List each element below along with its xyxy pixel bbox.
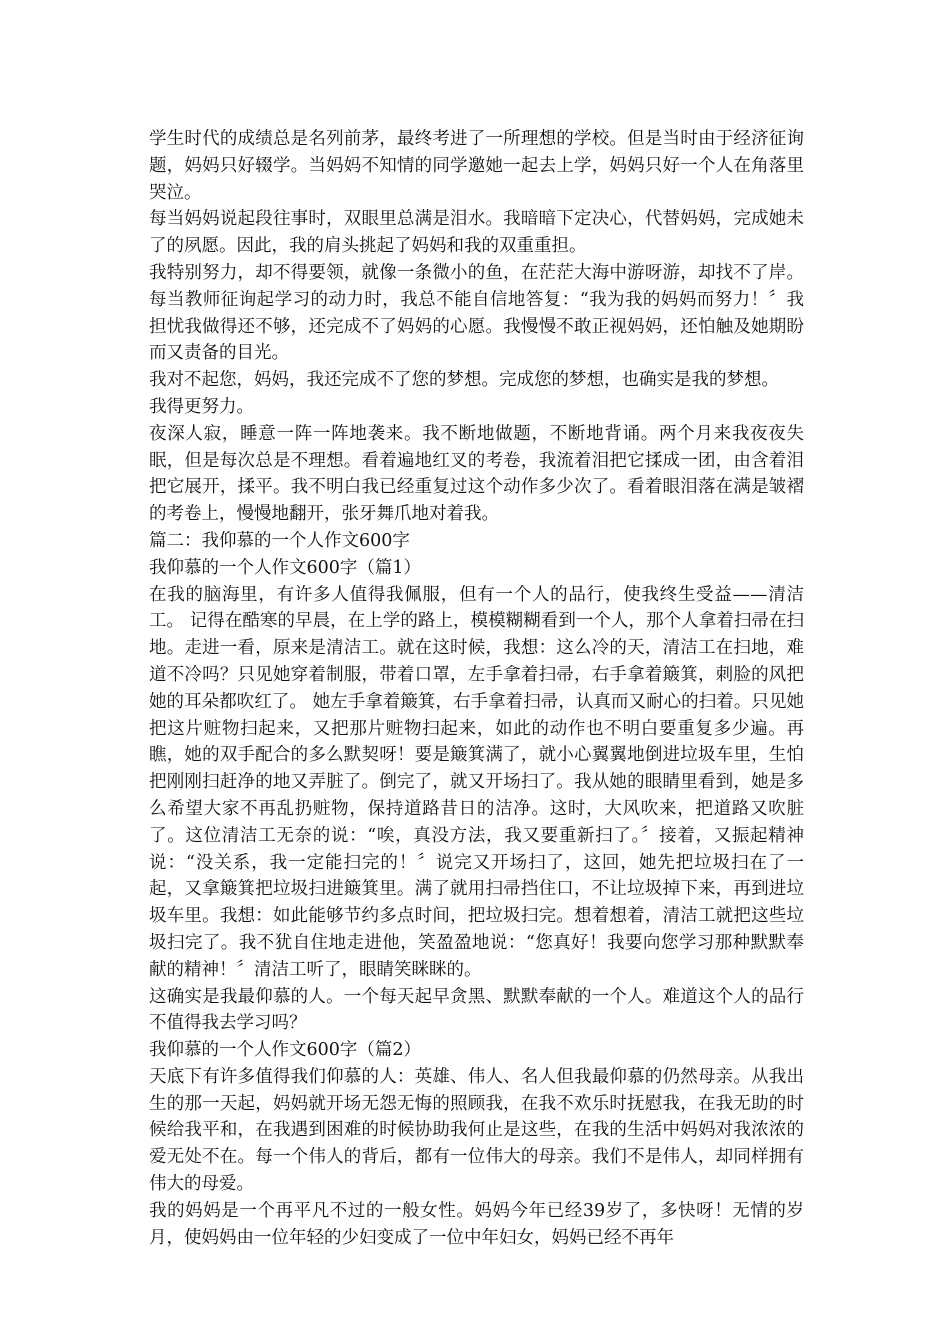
paragraph-5: 我得更努力。 — [149, 396, 254, 417]
document-body — [149, 126, 804, 1251]
essay-title-1: 我仰慕的一个人作文600字（篇1） — [149, 557, 422, 578]
paragraph-10: 我的妈妈是一个再平凡不过的一般女性。妈妈今年已经39岁了，多快呀！无情的岁月，使妈妈由一位年轻的少妇变成了一位中年妇女，妈妈已经不再年 — [149, 1200, 804, 1248]
paragraph-1: 学生时代的成绩总是名列前茅，最终考进了一所理想的学校。但是当时由于经济征询题，妈妈只好辍学。当妈妈不知情的同学邀她一起去上学，妈妈只好一个人在角落里哭泣。 — [149, 129, 804, 203]
paragraph-4: 我对不起您，妈妈，我还完成不了您的梦想。完成您的梦想，也确实是我的梦想。 — [149, 370, 779, 391]
paragraph-8: 这确实是我最仰慕的人。一个每天起早贪黑、默默奉献的一个人。难道这个人的品行不值得我去学习吗？ — [149, 986, 804, 1034]
section-heading: 篇二：我仰慕的一个人作文600字 — [149, 530, 410, 551]
paragraph-2: 每当妈妈说起段往事时，双眼里总满是泪水。我暗暗下定决心，代替妈妈，完成她未了的夙愿。因此，我的肩头挑起了妈妈和我的双重重担。 — [149, 209, 804, 257]
paragraph-3: 我特别努力，却不得要领，就像一条微小的鱼，在茫茫大海中游呀游，却找不了岸。每当教师征询起学习的动力时，我总不能自信地答复：“我为我的妈妈而努力！〞我担忧我做得还不够，还完成不了妈妈的心愿。我慢慢不敢正视妈妈，还怕触及她期盼而又责备的目光。 — [149, 262, 804, 364]
paragraph-6: 夜深人寂，睡意一阵一阵地袭来。我不断地做题，不断地背诵。两个月来我夜夜失眠，但是每次总是不理想。看着遍地红叉的考卷，我流着泪把它揉成一团，由含着泪把它展开，揉平。我不明白我已经重复过这个动作多少次了。看着眼泪落在满是皱褶的考卷上，慢慢地翻开，张牙舞爪地对着我。 — [149, 423, 804, 525]
paragraph-7: 在我的脑海里，有许多人值得我佩服，但有一个人的品行，使我终生受益——清洁工。 记得在酷寒的早晨，在上学的路上，模模糊糊看到一个人，那个人拿着扫帚在扫地。走进一看，原来是清洁工。就在这时候，我想：这么冷的天，清洁工在扫地，难道不冷吗？只见她穿着制服，带着口罩，左手拿着扫帚，右手拿着簸箕，刺脸的风把她的耳朵都吹红了。 她左手拿着簸箕，右手拿着扫帚，认真而又耐心的扫着。只见她把这片赃物扫起来，又把那片赃物扫起来，如此的动作也不明白要重复多少遍。再瞧，她的双手配合的多么默契呀！要是簸箕满了，就小心翼翼地倒进垃圾车里，生怕把刚刚扫赶净的地又弄脏了。倒完了，就又开场扫了。我从她的眼睛里看到，她是多么希望大家不再乱扔赃物，保持道路昔日的洁净。这时，大风吹来，把道路又吹脏了。这位清洁工无奈的说：“唉，真没方法，我又要重新扫了。〞接着，又振起精神说：“没关系，我一定能扫完的！〞说完又开场扫了，这回，她先把垃圾扫在了一起，又拿簸箕把垃圾扫进簸箕里。满了就用扫帚挡住口，不让垃圾掉下来，再到进垃圾车里。我想：如此能够节约多点时间，把垃圾扫完。想着想着，清洁工就把这些垃圾扫完了。我不犹自住地走进他，笑盈盈地说：“您真好！我要向您学习那种默默奉献的精神！〞清洁工听了，眼睛笑眯眯的。 — [149, 584, 804, 980]
paragraph-9: 天底下有许多值得我们仰慕的人：英雄、伟人、名人但我最仰慕的仍然母亲。从我出生的那一天起，妈妈就开场无怨无悔的照顾我，在我不欢乐时抚慰我，在我无助的时候给我平和，在我遇到困难的时候协助我何止是这些，在我的生活中妈妈对我浓浓的爱无处不在。每一个伟人的背后，都有一位伟大的母亲。我们不是伟人，却同样拥有伟大的母爱。 — [149, 1066, 804, 1195]
essay-title-2: 我仰慕的一个人作文600字（篇2） — [149, 1040, 422, 1061]
